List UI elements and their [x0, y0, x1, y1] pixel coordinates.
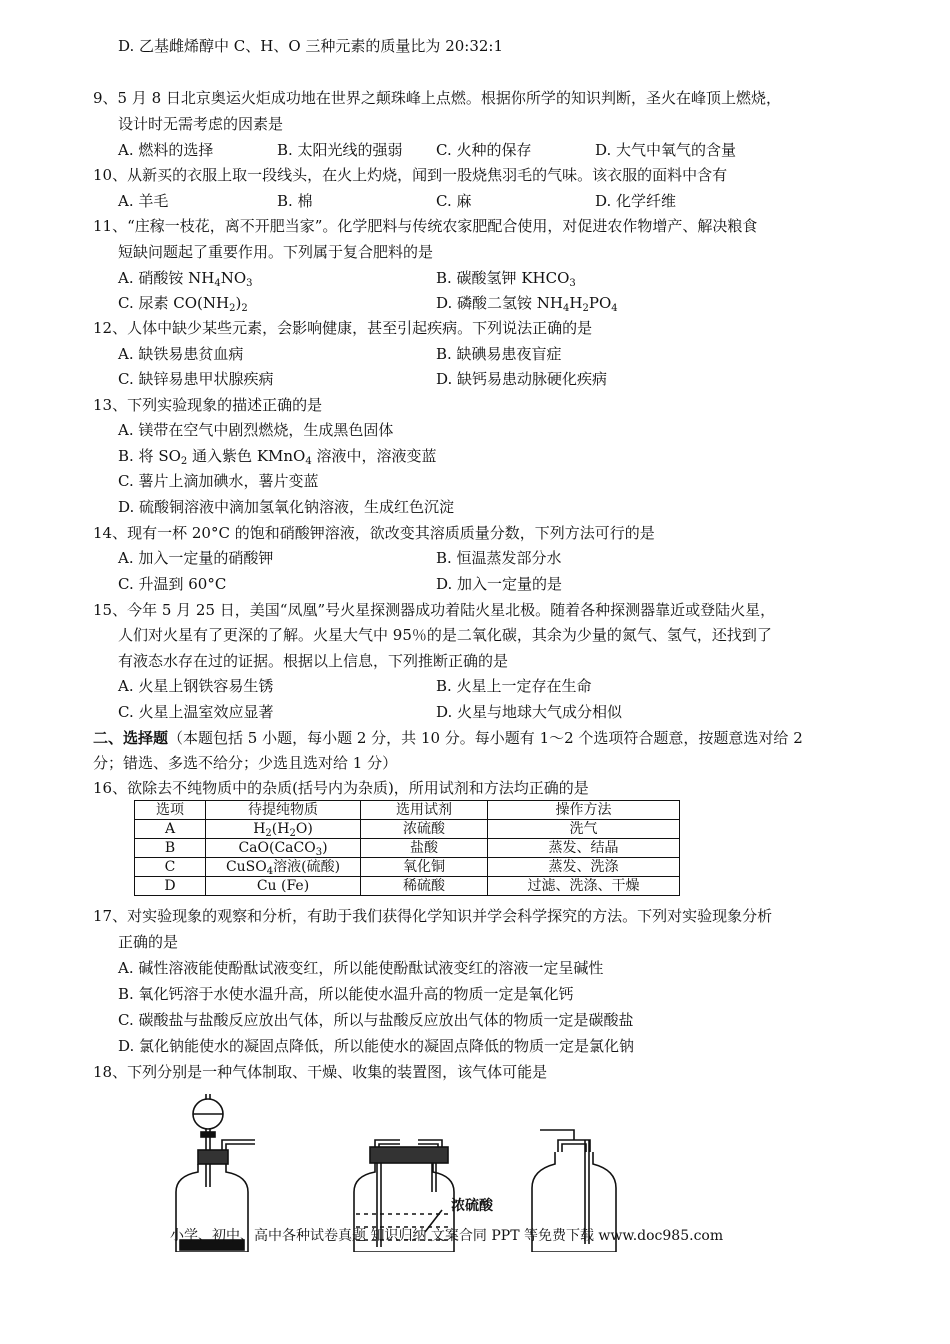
q16-table [134, 800, 680, 896]
q10-stem: 10、从新买的衣服上取一段线头，在火上灼烧，闻到一股烧焦羽毛的气味。该衣服的面料中含有 [93, 166, 728, 184]
table-header-row [135, 801, 680, 820]
q8-option-d: D. 乙基雌烯醇中 C、H、O 三种元素的质量比为 20:32:1 [118, 37, 504, 55]
concentrated-sulfuric-acid-label: 浓硫酸 [451, 1198, 493, 1214]
q9-option-c: C. 火种的保存 [436, 141, 532, 159]
q15-stem-line3: 有液态水存在过的证据。根据以上信息，下列推断正确的是 [118, 652, 509, 670]
q17-stem-line2: 正确的是 [118, 933, 179, 951]
table-header-cell: 选用试剂 [361, 801, 488, 820]
table-cell-formula: $H_2(H_2O)$ [206, 820, 361, 839]
table-cell: 过滤、洗涤、干燥 [488, 877, 680, 896]
table-row [135, 820, 680, 839]
q12-stem: 12、人体中缺少某些元素，会影响健康，甚至引起疾病。下列说法正确的是 [93, 319, 593, 337]
table-row [135, 858, 680, 877]
q15-stem-line1: 15、今年 5 月 25 日，美国“凤凰”号火星探测器成功着陆火星北极。随着各种探测器靠近或登陆火星， [93, 601, 776, 619]
q13-option-a: A. 镁带在空气中剧烈燃烧，生成黑色固体 [118, 421, 394, 439]
q15-stem-line2: 人们对火星有了更深的了解。火星大气中 95％的是二氧化碳，其余为少量的氮气、氢气，还找到了 [118, 626, 772, 644]
table-row [135, 839, 680, 858]
q15-option-b: B. 火星上一定存在生命 [436, 677, 592, 695]
table-cell-formula: CaO(CaCO$_3$) [206, 839, 361, 858]
q17-option-b: B. 氧化钙溶于水使水温升高，所以能使水温升高的物质一定是氧化钙 [118, 985, 574, 1003]
q10-option-a: A. 羊毛 [118, 192, 169, 210]
table-cell: 浓硫酸 [361, 820, 488, 839]
q13-option-b: B. 将 $SO_2$ 通入紫色 KMnO$_4$ 溶液中，溶液变蓝 [118, 447, 437, 467]
q12-option-b: B. 缺碘易患夜盲症 [436, 345, 562, 363]
q17-stem-line1: 17、对实验现象的观察和分析，有助于我们获得化学知识并学会科学探究的方法。下列对实验现象分析 [93, 907, 773, 925]
q14-option-d: D. 加入一定量的是 [436, 575, 563, 593]
section2-title: 二、选择题 [93, 729, 169, 747]
table-cell: 蒸发、洗涤 [488, 858, 680, 877]
q11-option-b: B. 碳酸氢钾 $KHCO_3$ [436, 269, 576, 289]
q13-option-d: D. 硫酸铜溶液中滴加氢氧化钠溶液，生成红色沉淀 [118, 498, 455, 516]
table-cell: C [135, 858, 206, 877]
q9-option-d: D. 大气中氧气的含量 [595, 141, 737, 159]
q14-option-b: B. 恒温蒸发部分水 [436, 549, 562, 567]
section2-heading [93, 728, 803, 748]
q14-option-a: A. 加入一定量的硝酸钾 [118, 549, 274, 567]
q9-option-b: B. 太阳光线的强弱 [277, 141, 403, 159]
q11-option-c: C. 尿素 $CO(NH_2)_2$ [118, 294, 248, 314]
table-header-cell: 待提纯物质 [206, 801, 361, 820]
q13-stem: 13、下列实验现象的描述正确的是 [93, 396, 323, 414]
table-header-cell: 选项 [135, 801, 206, 820]
q13-option-c: C. 薯片上滴加碘水，薯片变蓝 [118, 472, 319, 490]
table-cell: 盐酸 [361, 839, 488, 858]
q15-option-d: D. 火星与地球大气成分相似 [436, 703, 623, 721]
table-cell: A [135, 820, 206, 839]
q17-option-a: A. 碱性溶液能使酚酞试液变红，所以能使酚酞试液变红的溶液一定呈碱性 [118, 959, 604, 977]
q9-option-a: A. 燃料的选择 [118, 141, 214, 159]
q9-stem-line2: 设计时无需考虑的因素是 [118, 115, 284, 133]
q12-option-a: A. 缺铁易患贫血病 [118, 345, 244, 363]
q17-option-c: C. 碳酸盐与盐酸反应放出气体，所以与盐酸反应放出气体的物质一定是碳酸盐 [118, 1011, 634, 1029]
q12-option-c: C. 缺锌易患甲状腺疾病 [118, 370, 274, 388]
table-header-cell: 操作方法 [488, 801, 680, 820]
table-cell: 氧化铜 [361, 858, 488, 877]
q11-option-d: D. 磷酸二氢铵 $NH_4H_2PO_4$ [436, 294, 618, 314]
q16-stem: 16、欲除去不纯物质中的杂质(括号内为杂质)，所用试剂和方法均正确的是 [93, 779, 589, 797]
q11-stem-line2: 短缺问题起了重要作用。下列属于复合肥料的是 [118, 243, 434, 261]
section2-desc-line1: （本题包括 5 小题，每小题 2 分，共 10 分。每小题有 1～2 个选项符合题意，按题意选对给 2 [168, 729, 803, 747]
q17-option-d: D. 氯化钠能使水的凝固点降低，所以能使水的凝固点降低的物质一定是氯化钠 [118, 1037, 635, 1055]
q12-option-d: D. 缺钙易患动脉硬化疾病 [436, 370, 608, 388]
table-cell: B [135, 839, 206, 858]
footer-watermark: 小学、初中、高中各种试卷真题 知识归纳 文案合同 PPT 等免费下载 www.doc985.com [170, 1228, 724, 1244]
q10-option-d: D. 化学纤维 [595, 192, 677, 210]
table-cell-formula: CuSO$_4$溶液(硫酸) [206, 858, 361, 877]
q15-option-c: C. 火星上温室效应显著 [118, 703, 274, 721]
q11-stem-line1: 11、“庄稼一枝花，离不开肥当家”。化学肥料与传统农家肥配合使用，对促进农作物增产、解决粮食 [93, 217, 758, 235]
q15-option-a: A. 火星上钢铁容易生锈 [118, 677, 274, 695]
section2-desc-line2: 分；错选、多选不给分；少选且选对给 1 分） [93, 754, 398, 772]
q10-option-b: B. 棉 [277, 192, 313, 210]
table-cell: D [135, 877, 206, 896]
table-cell: 蒸发、结晶 [488, 839, 680, 858]
q10-option-c: C. 麻 [436, 192, 472, 210]
table-row [135, 877, 680, 896]
q14-stem: 14、现有一杯 20°C 的饱和硝酸钾溶液，欲改变其溶质质量分数，下列方法可行的是 [93, 524, 655, 542]
table-cell: 洗气 [488, 820, 680, 839]
q11-option-a: A. 硝酸铵 $NH_4NO_3$ [118, 269, 253, 289]
q18-stem: 18、下列分别是一种气体制取、干燥、收集的装置图，该气体可能是 [93, 1063, 548, 1081]
q9-stem-line1: 9、5 月 8 日北京奥运火炬成功地在世界之颠珠峰上点燃。根据你所学的知识判断，圣火在峰顶上燃烧， [93, 89, 781, 107]
q14-option-c: C. 升温到 60°C [118, 575, 227, 593]
table-cell: Cu (Fe) [206, 877, 361, 896]
table-cell: 稀硫酸 [361, 877, 488, 896]
